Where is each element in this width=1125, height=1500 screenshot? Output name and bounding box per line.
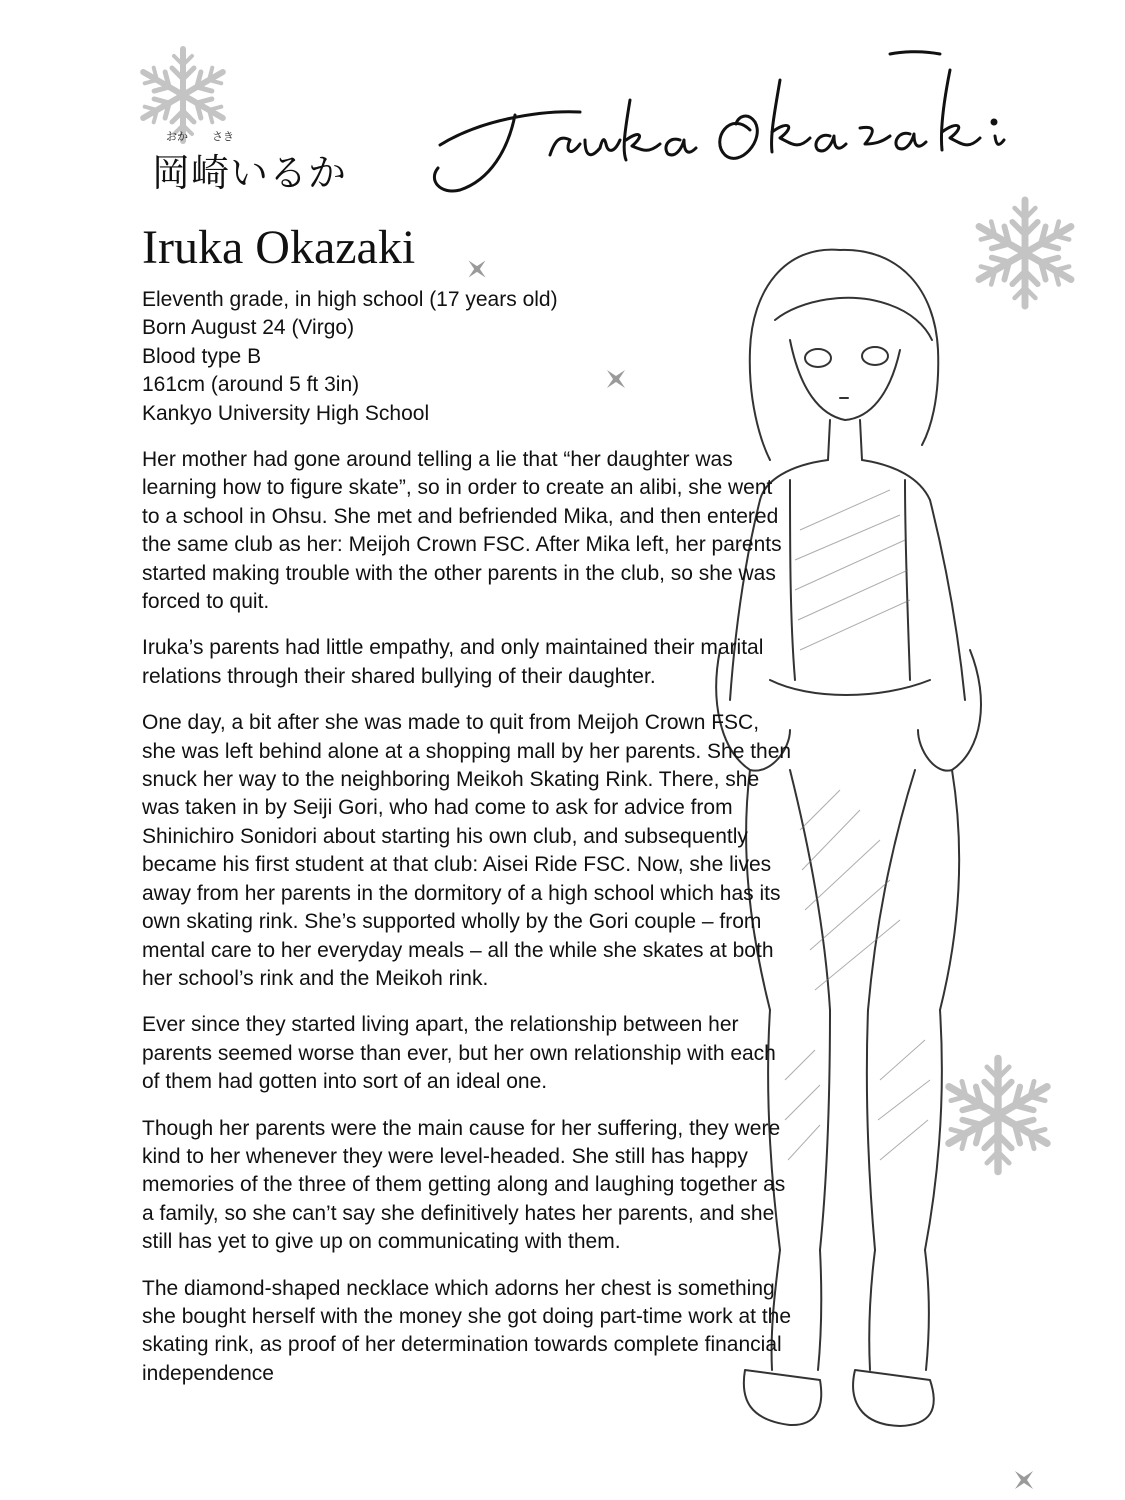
furigana: おか: [166, 130, 188, 143]
furigana: さき: [212, 130, 234, 143]
bio-paragraph: Though her parents were the main cause for her suffering, they were kind to her whenever they were level-headed. She still has happy memories of the three of them getting along and laughing together as a family, so she can’t say she definitively hates her parents, and she still has yet to give up on communicating with them.: [142, 1116, 786, 1254]
biography: [142, 446, 792, 1406]
stat-grade: Eleventh grade, in high school (17 years old): [142, 288, 558, 311]
stat-school: Kankyo University High School: [142, 401, 430, 425]
handwritten-signature: [420, 40, 1040, 210]
bio-paragraph: The diamond-shaped necklace which adorns her chest is something she bought herself with the money she got doing part-time work at the skating rink, as proof of her determination towards complete financial independence: [142, 1276, 792, 1385]
character-name: Iruka Okazaki: [142, 221, 416, 274]
sparkle-icon: [462, 254, 492, 284]
stat-blood-type: Blood type B: [142, 344, 262, 368]
stats-list: [142, 286, 558, 428]
bio-paragraph: Her mother had gone around telling a lie that “her daughter was learning how to figure skate”, so in order to create an alibi, she went to a school in Ohsu. She met and befriended Mika, and then entered the same club as her: Meijoh Crown FSC. After Mika left, her parents started making trouble with the other parents in the club, so she was forced to quit.: [142, 448, 782, 614]
stat-height: 161cm (around 5 ft 3in): [142, 373, 360, 397]
bio-paragraph: Ever since they started living apart, the relationship between her parents seemed worse than ever, but her own relationship with each of them had gotten into sort of an ideal one.: [142, 1013, 776, 1094]
stat-birthday: Born August 24 (Virgo): [142, 316, 355, 340]
japanese-name: 岡崎いるか: [152, 151, 348, 195]
sparkle-icon: [600, 363, 632, 395]
sparkle-icon: [1008, 1464, 1040, 1496]
bio-paragraph: Iruka’s parents had little empathy, and only maintained their marital relations through their shared bullying of their daughter.: [142, 636, 764, 688]
bio-paragraph: One day, a bit after she was made to quit from Meijoh Crown FSC, she was left behind alone at a shopping mall by her parents. She then snuck her way to the neighboring Meikoh Skating Rink. There, she was taken in by Seiji Gori, who had come to ask for advice from Shinichiro Sonidori about starting his own club, and subsequently became his first student at that club: Aisei Ride FSC. Now, she lives away from her parents in the dormitory of a high school which has its own skating rink. She’s supported wholly by the Gori couple – from mental care to her everyday meals – all the while she skates at both her school’s rink and the Meikoh rink.: [142, 711, 792, 990]
